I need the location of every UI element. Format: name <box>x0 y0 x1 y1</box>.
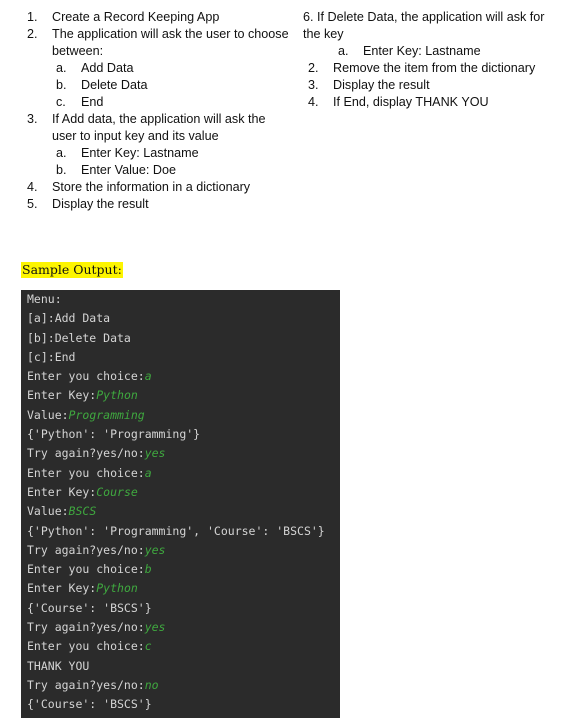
list-number: 2. <box>27 27 38 41</box>
terminal-prompt: Value: <box>27 504 69 519</box>
terminal-input: c <box>144 639 152 654</box>
list-item <box>27 111 289 145</box>
terminal-line <box>27 386 334 405</box>
sub-list-letter: a. <box>56 61 67 75</box>
terminal-line <box>27 290 334 309</box>
list-item <box>303 94 565 111</box>
sub-list-letter: a. <box>338 44 349 58</box>
list-text: Display the result <box>333 78 430 92</box>
terminal-prompt: Enter you choice: <box>27 562 145 577</box>
list-item <box>303 60 565 77</box>
terminal-line <box>27 579 334 598</box>
terminal-input: a <box>144 369 152 384</box>
list-item <box>27 9 289 26</box>
sub-list-item <box>27 162 289 179</box>
list-text: Remove the item from the dictionary <box>333 61 536 75</box>
terminal-prompt: Try again?yes/no: <box>27 446 145 461</box>
terminal-line <box>27 657 334 676</box>
terminal-line <box>27 483 334 502</box>
terminal-prompt: Enter you choice: <box>27 639 145 654</box>
terminal-line <box>27 329 334 348</box>
sub-list-item <box>27 77 289 94</box>
terminal-line <box>27 560 334 579</box>
list-number: 3. <box>308 78 319 92</box>
list-item <box>303 77 565 94</box>
terminal-line <box>27 676 334 695</box>
terminal-prompt: Try again?yes/no: <box>27 542 145 557</box>
instructions-left-column <box>27 9 289 213</box>
terminal-line <box>27 502 334 521</box>
sub-list-item <box>27 60 289 77</box>
terminal-prompt: Enter you choice: <box>27 465 145 480</box>
sub-list-item <box>27 94 289 111</box>
list-number: 4. <box>27 180 38 194</box>
list-item <box>27 196 289 213</box>
sub-list-text: Enter Value: Doe <box>81 163 176 177</box>
terminal-line <box>27 599 334 618</box>
terminal-prompt: [a]:Add Data <box>27 311 111 326</box>
terminal-input: Python <box>96 581 138 596</box>
terminal-prompt: {'Course': 'BSCS'} <box>27 697 152 712</box>
terminal-output <box>21 290 340 718</box>
terminal-input: Python <box>96 388 138 403</box>
terminal-input: BSCS <box>68 504 97 519</box>
terminal-line <box>27 406 334 425</box>
terminal-input: no <box>144 677 159 692</box>
instructions-right-column <box>303 9 565 111</box>
list-item <box>27 179 289 196</box>
terminal-line <box>27 309 334 328</box>
list-number: 4. <box>308 95 319 109</box>
sub-list-text: Enter Key: Lastname <box>363 44 481 58</box>
list-text: Display the result <box>52 197 149 211</box>
list-number: 5. <box>27 197 38 211</box>
sub-list-item <box>303 43 565 60</box>
terminal-prompt: Menu: <box>27 292 62 306</box>
sub-list-text: End <box>81 95 104 109</box>
terminal-prompt: Try again?yes/no: <box>27 620 145 635</box>
list-text: If Add data, the application will ask the user to input key and its value <box>52 112 266 143</box>
terminal-line <box>27 348 334 367</box>
sample-output-label: Sample Output: <box>22 262 122 277</box>
terminal-prompt: [c]:End <box>27 349 76 364</box>
terminal-input: Programming <box>68 407 145 422</box>
list-number: 2. <box>308 61 319 75</box>
terminal-prompt: {'Python': 'Programming', 'Course': 'BSCS'} <box>27 523 325 538</box>
terminal-line <box>27 618 334 637</box>
sub-list-text: Delete Data <box>81 78 148 92</box>
list-item <box>27 26 289 60</box>
terminal-prompt: Enter Key: <box>27 388 97 403</box>
terminal-input: yes <box>144 446 166 461</box>
terminal-input: yes <box>144 542 166 557</box>
terminal-input: yes <box>144 620 166 635</box>
terminal-prompt: Try again?yes/no: <box>27 677 145 692</box>
terminal-prompt: Enter Key: <box>27 484 97 499</box>
sub-list-text: Add Data <box>81 61 134 75</box>
sub-list-text: Enter Key: Lastname <box>81 146 199 160</box>
terminal-prompt: {'Course': 'BSCS'} <box>27 600 152 615</box>
terminal-prompt: Value: <box>27 407 69 422</box>
sub-list-letter: b. <box>56 163 67 177</box>
sub-list-item <box>27 145 289 162</box>
terminal-line <box>27 464 334 483</box>
terminal-prompt: Enter Key: <box>27 581 97 596</box>
terminal-input: Course <box>96 484 138 499</box>
terminal-prompt: Enter you choice: <box>27 369 145 384</box>
list-text: Create a Record Keeping App <box>52 10 220 24</box>
sub-list-letter: b. <box>56 78 67 92</box>
terminal-line <box>27 367 334 386</box>
terminal-input: b <box>144 562 152 577</box>
terminal-line <box>27 695 334 714</box>
list-text: Store the information in a dictionary <box>52 180 251 194</box>
list-number: 3. <box>27 112 38 126</box>
list-text: The application will ask the user to choose between: <box>52 27 289 58</box>
terminal-line <box>27 637 334 656</box>
terminal-prompt: [b]:Delete Data <box>27 330 131 345</box>
list-text: If End, display THANK YOU <box>333 95 489 109</box>
terminal-line <box>27 541 334 560</box>
list-number: 1. <box>27 10 38 24</box>
sub-list-letter: a. <box>56 146 67 160</box>
sub-list-letter: c. <box>56 95 66 109</box>
terminal-line <box>27 425 334 444</box>
delete-data-intro: 6. If Delete Data, the application will ask for the key <box>303 10 545 41</box>
terminal-prompt: {'Python': 'Programming'} <box>27 427 201 442</box>
terminal-line <box>27 444 334 463</box>
terminal-input: a <box>144 465 152 480</box>
terminal-line <box>27 522 334 541</box>
terminal-prompt: THANK YOU <box>27 658 90 673</box>
